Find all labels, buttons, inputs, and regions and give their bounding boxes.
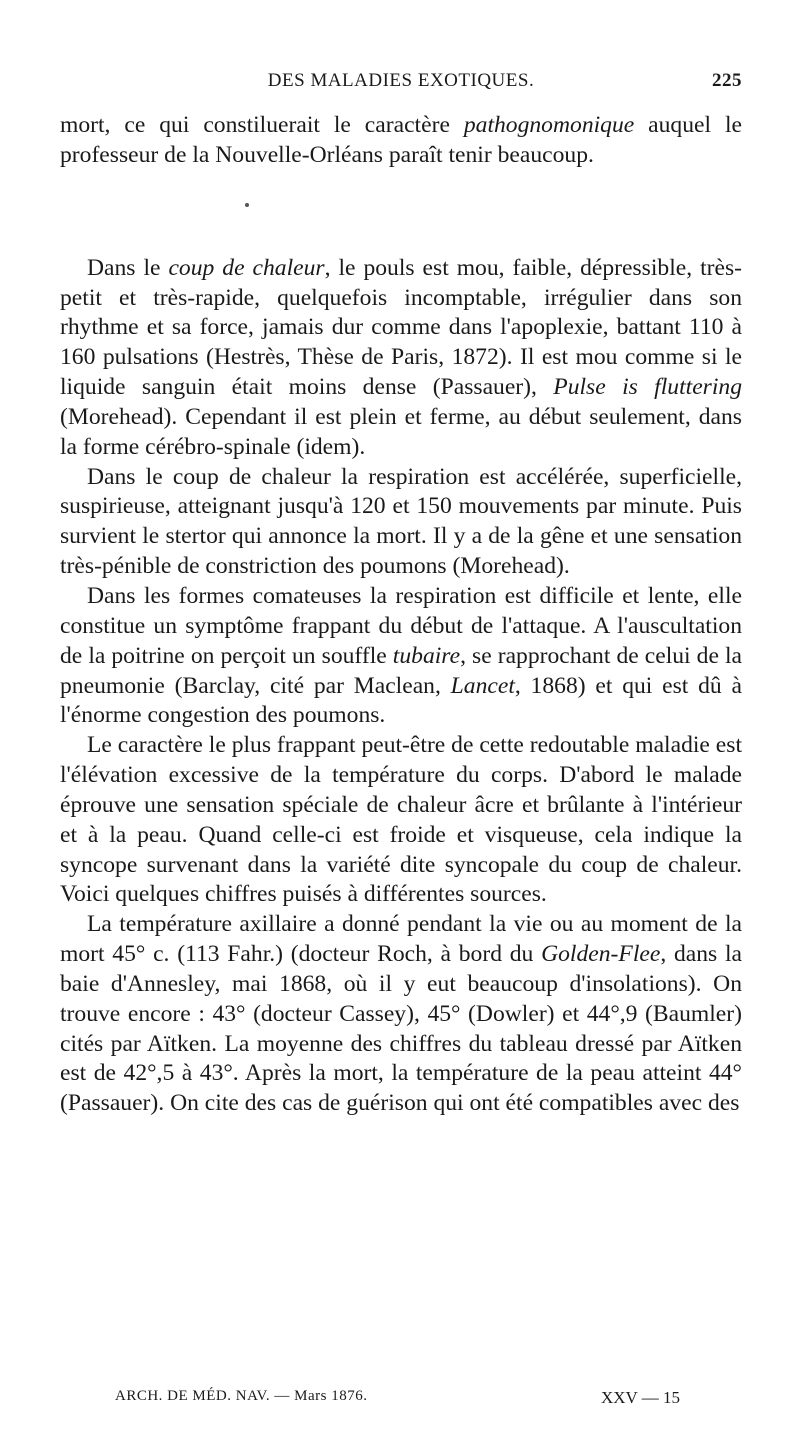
paragraph — [60, 582, 742, 731]
running-head — [60, 70, 742, 92]
text-run: Le caractère le plus frappant peut-être de cette redoutable maladie est l'élévation excessive de la température du corps. D'abord le malade éprouve une sensation spéciale de chaleur âcre et brûlante à l'intérieur et à la peau. Quand celle-ci est froide et visqueuse, cela indique la syncope survenant dans la variété dite syncopale du coup de chaleur. Voici quelques chiffres puisés à différentes sources. — [60, 732, 743, 908]
text-run: Dans le coup de chaleur la respiration est accélérée, superficielle, suspirieuse, atteignant jusqu'à 120 et 150 mouvements par minute. Puis survient le stertor qui annonce la mort. Il y a de la gêne et une sensation très-pénible de constriction des poumons (Morehead). — [60, 463, 742, 580]
body-text — [60, 111, 742, 1119]
italic-text: Lancet — [450, 672, 515, 699]
text-run: Dans le — [87, 254, 169, 281]
text-run: , dans la baie d'Annesley, mai 1868, où il y eut beaucoup d'insolations). On trouve encore : 43° (docteur Cassey), 45° (Dowler) et 44°,9 (Baumler) cités par Aïtken. La moyenne des chiffres du tableau dressé par Aïtken est de 42°,5 à 43°. Après la mort, la température de la peau atteint 44° (Passauer). On cite des cas de guérison qui ont été compatibles avec des — [60, 941, 742, 1117]
text-run: (Morehead). Cependant il est plein et ferme, au début seulement, dans la forme cérébro-spinale (idem). — [60, 403, 742, 460]
paragraph — [60, 910, 742, 1119]
paragraph — [60, 254, 742, 463]
paragraph — [60, 731, 742, 910]
text-run: auquel le professeur de la Nouvelle-Orléans paraît tenir beaucoup. — [60, 112, 742, 168]
signature-mark: XXV — 15 — [600, 1388, 680, 1407]
running-title: DES MALADIES EXOTIQUES. — [267, 70, 535, 91]
text-run: , 1868) et qui est dû à l'énorme congestion des poumons. — [60, 672, 742, 729]
italic-text: pathognomonique — [463, 112, 635, 138]
page-number: 225 — [712, 70, 742, 91]
text-run: , le pouls est mou, faible, dépressible, très-petit et très-rapide, quelquefois incomptable, irrégulier dans son rhythme et sa force, jamais dur comme dans l'apoplexie, battant 110 à 160 pulsations (Hestrès, Thèse de Paris, 1872). Il est mou comme si le liquide sanguin était moins dense (Passauer), — [60, 254, 743, 401]
italic-text: Pulse is fluttering — [553, 374, 742, 401]
page-footer — [115, 1388, 680, 1405]
journal-reference: ARCH. DE MÉD. NAV. — Mars 1876. — [115, 1388, 368, 1404]
italic-text: Golden-Flee — [541, 941, 661, 968]
text-run: Dans les formes comateuses la respiration est difficile et lente, elle constitue un symptôme frappant du début de l'attaque. A l'auscultation de la poitrine on perçoit un souffle — [60, 582, 742, 669]
paragraph — [60, 463, 742, 582]
italic-text: coup de chaleur — [168, 254, 325, 281]
italic-text: tubaire — [392, 642, 461, 669]
paragraph — [60, 111, 742, 171]
text-run: , se rapprochant de celui de la pneumonie (Barclay, cité par Maclean, — [60, 642, 742, 699]
text-run: La température axillaire a donné pendant la vie ou au moment de la mort 45° c. (113 Fahr.) (docteur Roch, à bord du — [60, 911, 742, 968]
text-run: mort, ce qui constiluerait le caractère — [60, 112, 464, 138]
